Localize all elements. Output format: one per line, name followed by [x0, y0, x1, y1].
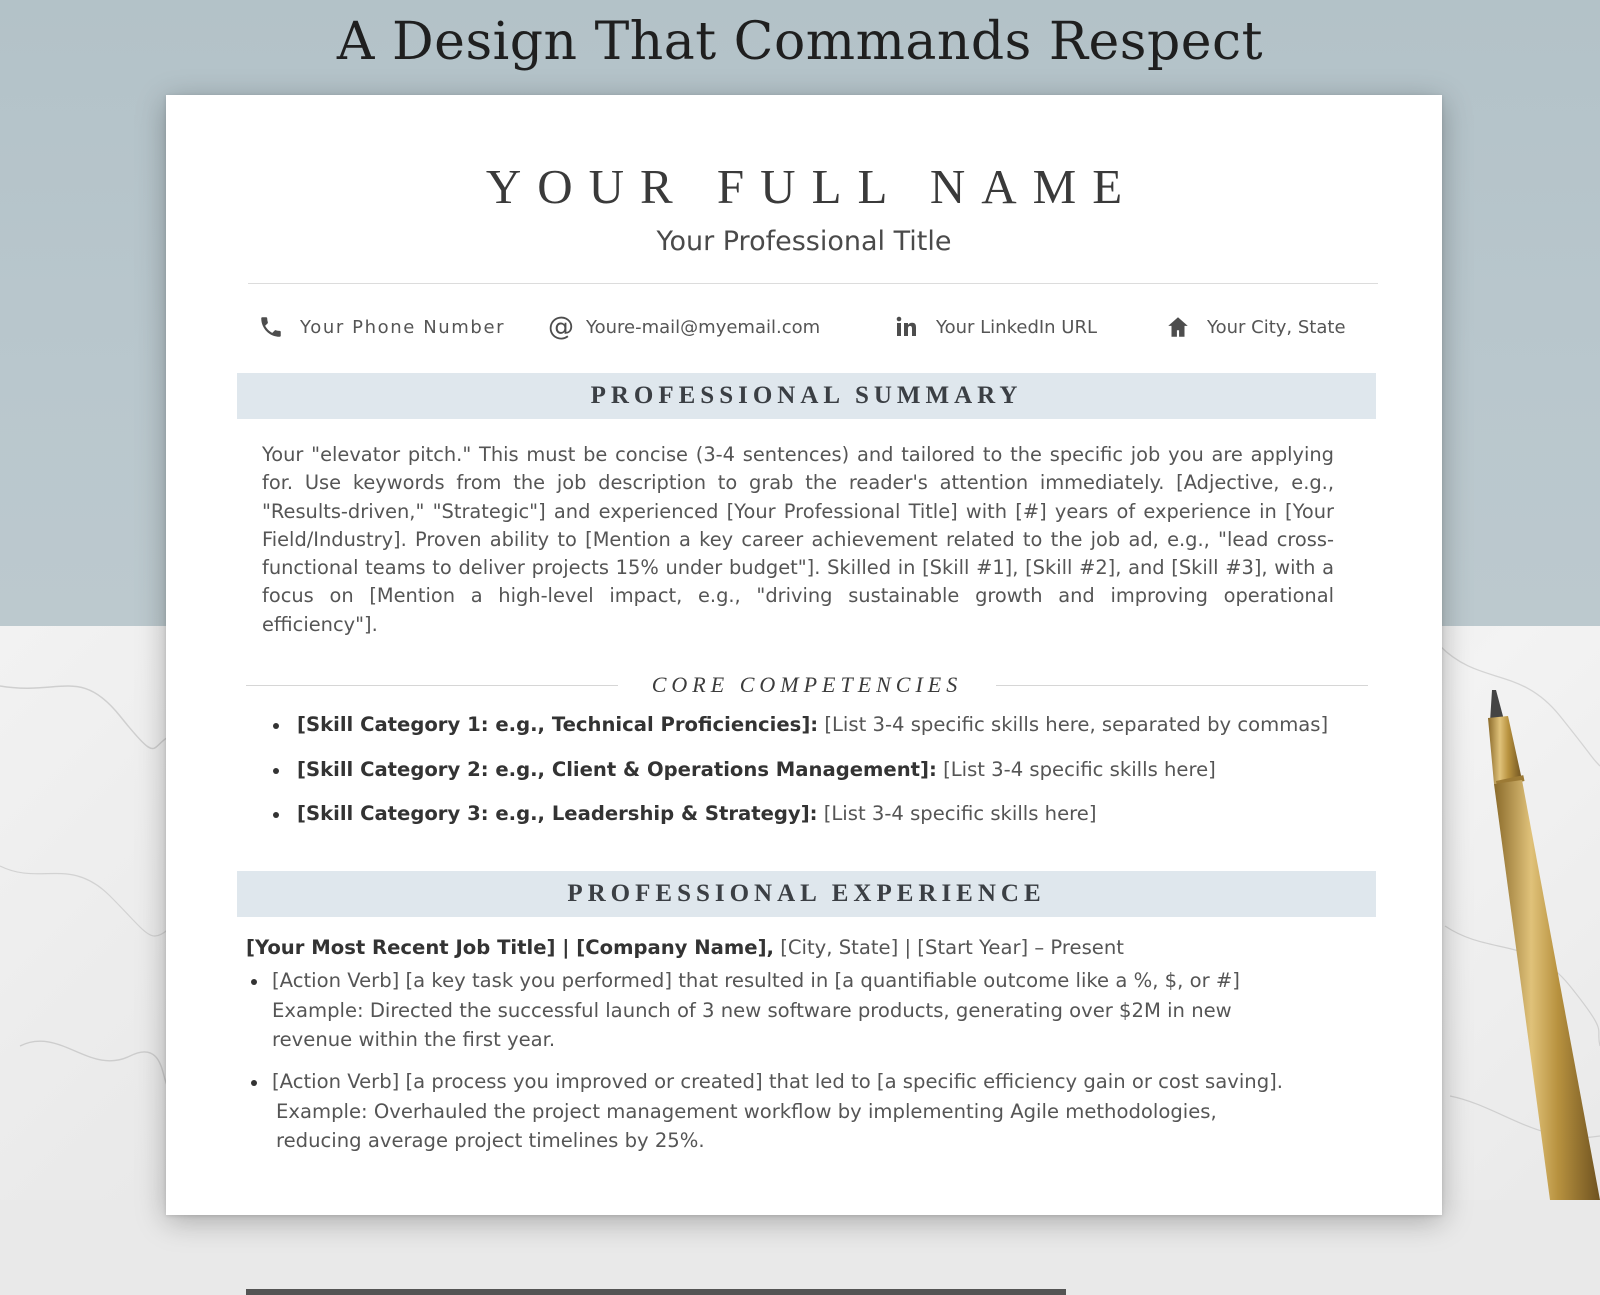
competencies-rule-right	[996, 685, 1368, 686]
location-text: Your City, State	[1207, 316, 1346, 338]
competency-label: [Skill Category 1: e.g., Technical Proficiencies]:	[297, 713, 819, 736]
email-text: Youre-mail@myemail.com	[586, 316, 821, 338]
cropped-next-job-line	[246, 1281, 1066, 1295]
competencies-heading-text: CORE COMPETENCIES	[651, 672, 963, 697]
competency-item	[266, 792, 1366, 837]
promo-headline: A Design That Commands Respect	[336, 12, 1264, 72]
bullet-main: [Action Verb] [a key task you performed] that resulted in [a quantifiable outcome like a %, $, or #]	[272, 969, 1240, 992]
experience-bullet	[246, 1066, 1386, 1155]
experience-heading-text: PROFESSIONAL EXPERIENCE	[567, 880, 1046, 907]
summary-paragraph: Your "elevator pitch." This must be concise (3-4 sentences) and tailored to the specific job you are applying for. Use keywords from the job description to grab the reader's attention immediately. [Adjective, e.g., "Results-driven," "Strategic"] and experienced [Your Professional Title] with [#] years of experience in [Your Field/Industry]. Proven ability to [Mention a key career achievement related to the job ad, e.g., "lead cross-functional teams to deliver projects 15% under budget"]. Skilled in [Skill #1], [Skill #2], and [Skill #3], with a focus on [Mention a high-level impact, e.g., "driving sustainable growth and improving operational efficiency"].	[262, 443, 1334, 636]
contact-linkedin	[894, 308, 1097, 346]
contact-location	[1165, 308, 1346, 346]
competencies-list	[266, 703, 1366, 837]
competency-text: [List 3-4 specific skills here, separated by commas]	[824, 713, 1329, 736]
resume-name: YOUR FULL NAME	[485, 159, 1139, 214]
competency-item	[266, 748, 1366, 793]
section-heading-competencies	[246, 670, 1368, 700]
competency-item	[266, 703, 1366, 748]
home-icon	[1165, 314, 1191, 340]
phone-text: Your Phone Number	[300, 316, 506, 338]
competency-label: [Skill Category 3: e.g., Leadership & Strategy]:	[297, 802, 818, 825]
phone-icon	[258, 314, 284, 340]
gold-pen-icon	[1430, 690, 1600, 1200]
job-meta: [City, State] | [Start Year] – Present	[780, 936, 1124, 959]
linkedin-text: Your LinkedIn URL	[936, 316, 1098, 338]
section-heading-experience	[237, 871, 1376, 917]
summary-heading-text: PROFESSIONAL SUMMARY	[590, 382, 1023, 409]
competency-text: [List 3-4 specific skills here]	[943, 757, 1216, 781]
job-title-company: [Your Most Recent Job Title] | [Company Name],	[246, 936, 774, 959]
competency-label: [Skill Category 2: e.g., Client & Operations Management]:	[297, 757, 937, 781]
header-divider	[248, 283, 1378, 284]
bullet-example: Example: Directed the successful launch of 3 new software products, generating over $2M in new revenue within the first year.	[272, 999, 1232, 1051]
resume-professional-title: Your Professional Title	[656, 226, 952, 257]
linkedin-icon	[894, 314, 920, 340]
bullet-main: [Action Verb] [a process you improved or created] that led to [a specific efficiency gain or cost saving].	[272, 1070, 1284, 1093]
experience-bullets	[246, 965, 1386, 1167]
resume-page	[166, 95, 1442, 1215]
contact-phone	[258, 308, 505, 346]
job-header	[246, 936, 1124, 959]
at-sign-icon: @	[548, 312, 574, 342]
bullet-example: Example: Overhauled the project management workflow by implementing Agile methodologies, reducing average project timelines by 25%.	[276, 1100, 1217, 1152]
contact-email	[548, 308, 820, 346]
competencies-rule-left	[246, 685, 618, 686]
competency-text: [List 3-4 specific skills here]	[823, 802, 1097, 825]
experience-bullet	[246, 965, 1386, 1054]
section-heading-summary	[237, 373, 1376, 419]
